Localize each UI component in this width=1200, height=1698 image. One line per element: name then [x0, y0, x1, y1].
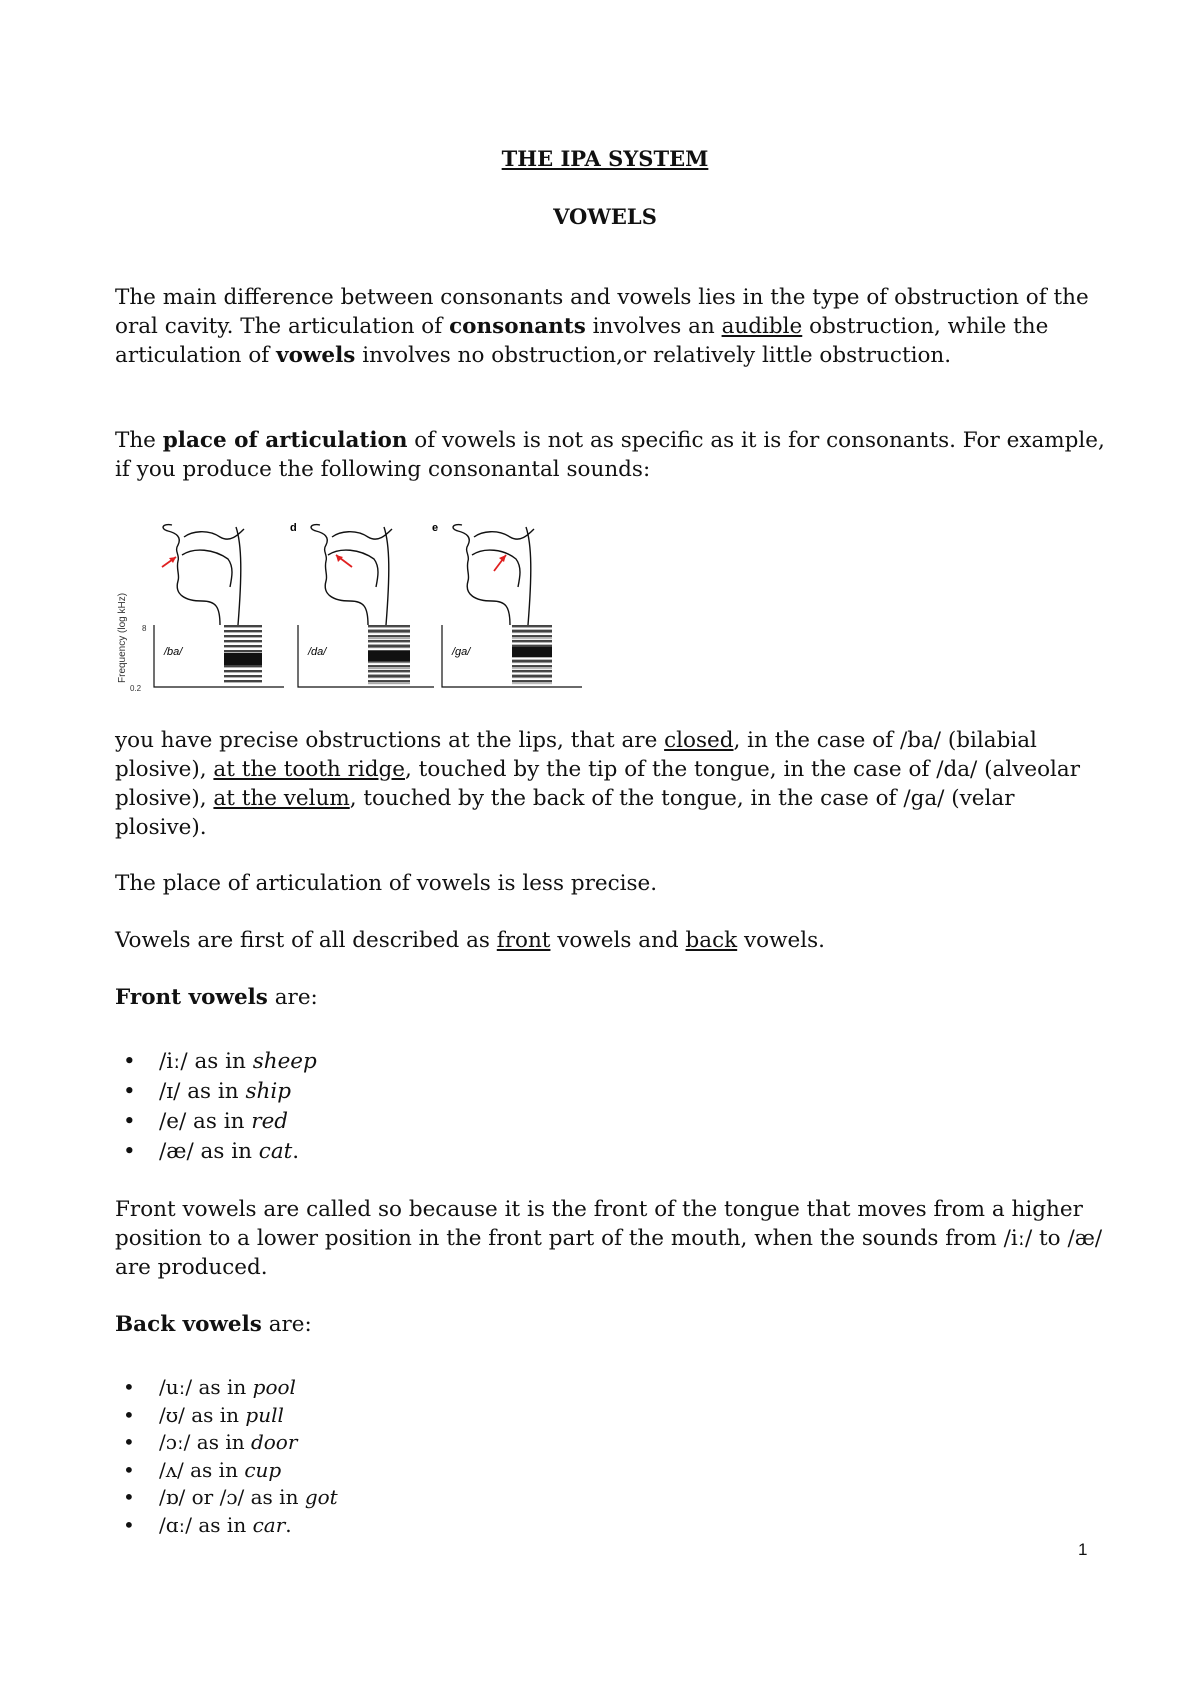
back-vowels-heading: [115, 1310, 1105, 1339]
syllable-label-da: /da/: [308, 646, 327, 658]
text-run: The: [115, 428, 163, 453]
example-word: cup: [244, 1457, 282, 1482]
list-item: [115, 1047, 317, 1077]
list-item: [115, 1077, 317, 1107]
vowel-symbol: /iː/ as in: [159, 1049, 253, 1074]
list-item: [115, 1512, 338, 1540]
paragraph-less-precise: The place of articulation of vowels is less precise.: [115, 871, 658, 896]
text-run: you have precise obstructions at the lips, that are: [115, 728, 665, 753]
vowel-symbol: /e/ as in: [159, 1109, 252, 1134]
articulation-diagram: [112, 515, 592, 700]
underlined-term-front: front: [496, 928, 551, 953]
example-word: pull: [245, 1402, 284, 1427]
paragraph-obstruction: [115, 283, 1105, 370]
bullet-icon: •: [123, 1079, 136, 1104]
vowel-symbol: /ɑː/ as in: [159, 1512, 253, 1537]
head-profile-ga: [453, 525, 534, 625]
list-item: [115, 1107, 317, 1137]
list-item: [115, 1137, 317, 1167]
text-run: , touched by the tip of the tongue, in the case of /da/ (alveolar plosive),: [115, 757, 1080, 811]
bold-term-back-vowels: Back vowels: [115, 1312, 262, 1337]
example-word: car: [252, 1512, 286, 1537]
panel-letter-e: e: [432, 522, 439, 534]
front-vowels-heading: [115, 983, 1105, 1012]
example-word: door: [250, 1430, 298, 1454]
example-word: got: [304, 1485, 338, 1509]
text-run: , touched by the back of the tongue, in the case of /ga/ (velar plosive).: [115, 786, 1015, 840]
bullet-icon: •: [123, 1457, 135, 1482]
paragraph-front-vowels-explanation: Front vowels are called so because it is the front of the tongue that moves from a higher position to a lower position in the front part of the mouth, when the sounds from /iː/ to /æ/ are produced.: [115, 1197, 1103, 1280]
underlined-term-audible: audible: [721, 314, 803, 339]
bullet-icon: •: [123, 1139, 136, 1164]
list-item: [115, 1457, 338, 1485]
text-run: , in the case of /ba/ (bilabial plosive),: [115, 728, 1037, 782]
bullet-icon: •: [123, 1109, 136, 1134]
text-run: The main difference between consonants and vowels lies in the type of obstruction of the oral cavity. The articulation of: [115, 285, 1089, 339]
spectrogram-y-axis-label: Frequency (log kHz): [117, 592, 128, 683]
bullet-icon: •: [123, 1430, 135, 1454]
vowel-symbol: /ʌ/ as in: [159, 1457, 245, 1482]
example-word: sheep: [252, 1049, 317, 1074]
text-run: involves no obstruction,or relatively little obstruction.: [355, 343, 952, 368]
text-run: involves an: [585, 314, 722, 339]
example-word: pool: [252, 1375, 296, 1399]
bold-term-consonants: consonants: [449, 314, 586, 339]
list-item: [115, 1402, 338, 1430]
underlined-term-closed: closed: [664, 728, 734, 753]
bullet-icon: •: [123, 1402, 135, 1427]
head-profile-ba: [163, 525, 244, 625]
bullet-icon: •: [123, 1049, 136, 1074]
bullet-icon: •: [123, 1375, 135, 1399]
vowel-symbol: /ɪ/ as in: [159, 1079, 246, 1104]
list-item: [115, 1374, 338, 1402]
text-run: vowels.: [737, 928, 825, 953]
bullet-icon: •: [123, 1512, 135, 1537]
y-tick-top: 8: [142, 624, 147, 633]
text-run: obstruction, while the articulation of: [115, 314, 1049, 368]
vowel-symbol: /ʊ/ as in: [159, 1402, 246, 1427]
example-word: ship: [245, 1079, 291, 1104]
head-profile-da: [311, 525, 392, 625]
underlined-term-velum: at the velum: [213, 786, 350, 811]
list-item: [115, 1484, 338, 1512]
back-vowels-list: [115, 1374, 338, 1539]
y-tick-bottom: 0.2: [130, 684, 142, 693]
articulation-figure: [112, 515, 592, 700]
bullet-icon: •: [123, 1485, 135, 1509]
example-word: cat: [258, 1139, 293, 1164]
bold-term-vowels: vowels: [276, 343, 356, 368]
vowel-symbol: /æ/ as in: [159, 1139, 259, 1164]
text-run: of vowels is not as specific as it is for consonants. For example, if you produce the following consonantal sounds:: [115, 428, 1105, 482]
paragraph-front-back: [115, 926, 1105, 955]
page-number: 1: [1078, 1540, 1088, 1559]
syllable-label-ba: /ba/: [164, 646, 183, 658]
list-item: [115, 1429, 338, 1457]
section-heading-vowels: VOWELS: [553, 204, 657, 229]
syllable-label-ga: /ga/: [452, 646, 471, 658]
text-run: .: [292, 1139, 300, 1164]
bold-term-front-vowels: Front vowels: [115, 985, 268, 1010]
front-vowels-list: [115, 1047, 317, 1167]
paragraph-place-of-articulation: [115, 426, 1105, 484]
example-word: red: [251, 1109, 289, 1134]
text-run: are:: [261, 1312, 312, 1337]
underlined-term-back: back: [685, 928, 738, 953]
text-run: vowels and: [550, 928, 686, 953]
underlined-term-tooth-ridge: at the tooth ridge: [213, 757, 406, 782]
text-run: Vowels are first of all described as: [115, 928, 497, 953]
bold-term-place-of-articulation: place of articulation: [162, 428, 408, 453]
vowel-symbol: /ɔː/ as in: [159, 1430, 251, 1454]
page-title: THE IPA SYSTEM: [501, 146, 709, 171]
paragraph-precise-obstructions: [115, 726, 1105, 842]
text-run: are:: [267, 985, 318, 1010]
vowel-symbol: /ɒ/ or /ɔ/ as in: [159, 1485, 305, 1509]
vowel-symbol: /uː/ as in: [159, 1375, 253, 1399]
panel-letter-d: d: [290, 522, 297, 534]
text-run: .: [285, 1512, 292, 1537]
